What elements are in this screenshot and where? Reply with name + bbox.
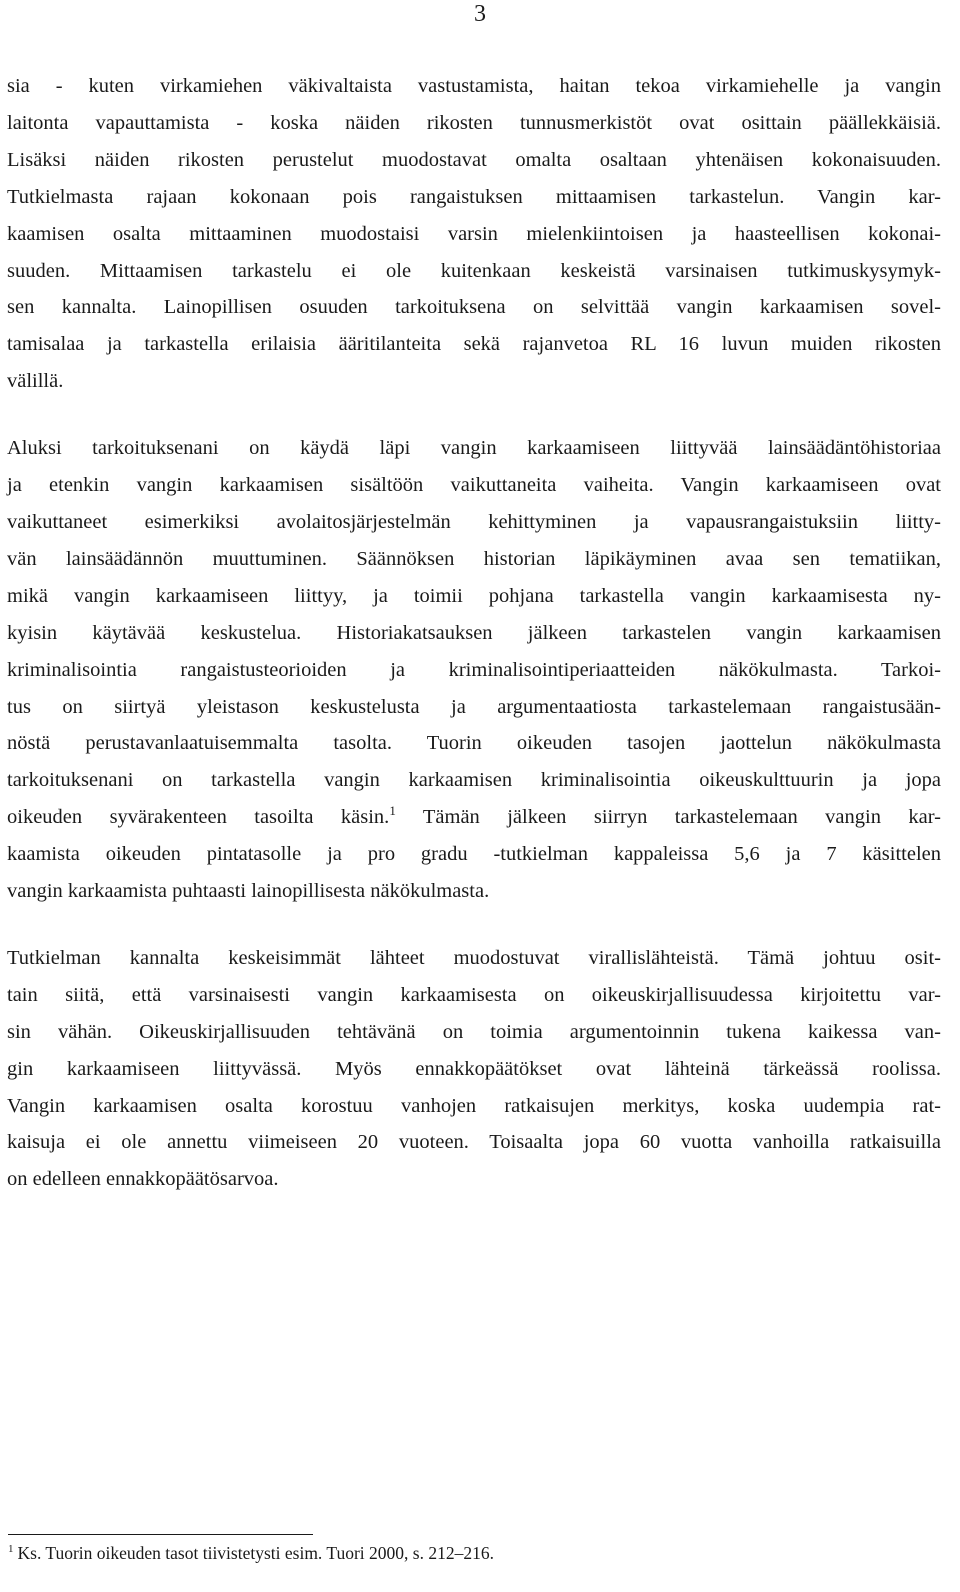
footnote-mark: 1	[8, 1543, 14, 1556]
text-line: tus on siirtyä yleistason keskustelusta ja argumentaatiosta tarkastelemaan rangaistusään-	[7, 695, 941, 718]
text-fragment: oikeuden syvärakenteen tasoilta käsin.	[7, 806, 390, 829]
text-line: vaikuttaneet esimerkiksi avolaitosjärjestelmän kehittyminen ja vapausrangaistuksiin liitty-	[7, 510, 941, 533]
text-line: välillä.	[7, 370, 64, 393]
text-line: sia - kuten virkamiehen väkivaltaista vastustamista, haitan tekoa virkamiehelle ja vangin	[7, 75, 941, 97]
text-line-with-footnote	[7, 799, 941, 836]
page-number: 3	[474, 1, 486, 27]
text-line: tain siitä, että varsinaisesti vangin karkaamisesta on oikeuskirjallisuudessa kirjoitettu var-	[7, 983, 941, 1006]
text-line: tamisalaa ja tarkastella erilaisia ääritilanteita sekä rajanvetoa RL 16 luvun muiden rikosten	[7, 333, 941, 356]
text-line: Aluksi tarkoituksenani on käydä läpi vangin karkaamiseen liittyvää lainsäädäntöhistoriaa	[7, 437, 941, 460]
text-line: tarkoituksenani on tarkastella vangin karkaamisen kriminalisointia oikeuskulttuurin ja jopa	[7, 769, 941, 792]
body-text	[7, 68, 941, 1198]
text-line: ja etenkin vangin karkaamisen sisältöön vaikuttaneita vaiheita. Vangin karkaamiseen ovat	[7, 474, 941, 497]
text-line: vän lainsäädännön muuttuminen. Säännöksen historian läpikäyminen avaa sen tematiikan,	[7, 547, 941, 570]
paragraph-spacer	[7, 910, 941, 940]
text-line: mikä vangin karkaamiseen liittyy, ja toimii pohjana tarkastella vangin karkaamisesta ny-	[7, 584, 941, 607]
text-line: Tutkielmasta rajaan kokonaan pois rangaistuksen mittaamisen tarkastelun. Vangin kar-	[7, 185, 941, 208]
text-line: suuden. Mittaamisen tarkastelu ei ole kuitenkaan keskeistä varsinaisen tutkimuskysymyk-	[7, 259, 941, 282]
text-line: Tutkielman kannalta keskeisimmät lähteet muodostuvat virallislähteistä. Tämä johtuu osit-	[7, 946, 941, 969]
paragraph-spacer	[7, 400, 941, 430]
paragraph-1	[7, 68, 941, 400]
text-line: kaamista oikeuden pintatasolle ja pro gradu -tutkielman kappaleissa 5,6 ja 7 käsittelen	[7, 843, 941, 866]
text-line: sen kannalta. Lainopillisen osuuden tarkoituksena on selvittää vangin karkaamisen sovel-	[7, 296, 941, 319]
text-line: sin vähän. Oikeuskirjallisuuden tehtävänä on toimia argumentoinnin tukena kaikessa van-	[7, 1020, 941, 1043]
footnote-reference[interactable]: 1	[389, 803, 396, 819]
text-line: laitonta vapauttamista - koska näiden rikosten tunnusmerkistöt ovat osittain päällekkäisiä.	[7, 111, 941, 134]
text-line: kyisin käytävää keskustelua. Historiakatsauksen jälkeen tarkastelen vangin karkaamisen	[7, 621, 941, 644]
footnote	[8, 1540, 494, 1566]
text-line: Lisäksi näiden rikosten perustelut muodostavat omalta osaltaan yhtenäisen kokonaisuuden.	[7, 148, 941, 171]
text-line: kaamisen osalta mittaaminen muodostaisi varsin mielenkiintoisen ja haasteellisen kokonai-	[7, 222, 941, 245]
text-line: Vangin karkaamisen osalta korostuu vanhojen ratkaisujen merkitys, koska uudempia rat-	[7, 1094, 941, 1117]
footnote-divider	[8, 1534, 313, 1535]
footnote-text: Ks. Tuorin oikeuden tasot tiivistetysti esim. Tuori 2000, s. 212–216.	[17, 1543, 494, 1563]
text-line: nöstä perustavanlaatuisemmalta tasolta. Tuorin oikeuden tasojen jaottelun näkökulmasta	[7, 732, 941, 755]
paragraph-3	[7, 940, 941, 1198]
text-line: vangin karkaamista puhtaasti lainopillisesta näkökulmasta.	[7, 880, 490, 903]
text-line: on edelleen ennakkopäätösarvoa.	[7, 1168, 279, 1191]
text-fragment: Tämän jälkeen siirryn tarkastelemaan vangin kar-	[395, 806, 941, 829]
text-line: kriminalisointia rangaistusteorioiden ja kriminalisointiperiaatteiden näkökulmasta. Tarkoi-	[7, 658, 941, 681]
text-line: gin karkaamiseen liittyvässä. Myös ennakkopäätökset ovat lähteinä tärkeässä roolissa.	[7, 1057, 941, 1080]
paragraph-2	[7, 430, 941, 910]
text-line: kaisuja ei ole annettu viimeiseen 20 vuoteen. Toisaalta jopa 60 vuotta vanhoilla ratkaisuilla	[7, 1131, 941, 1154]
